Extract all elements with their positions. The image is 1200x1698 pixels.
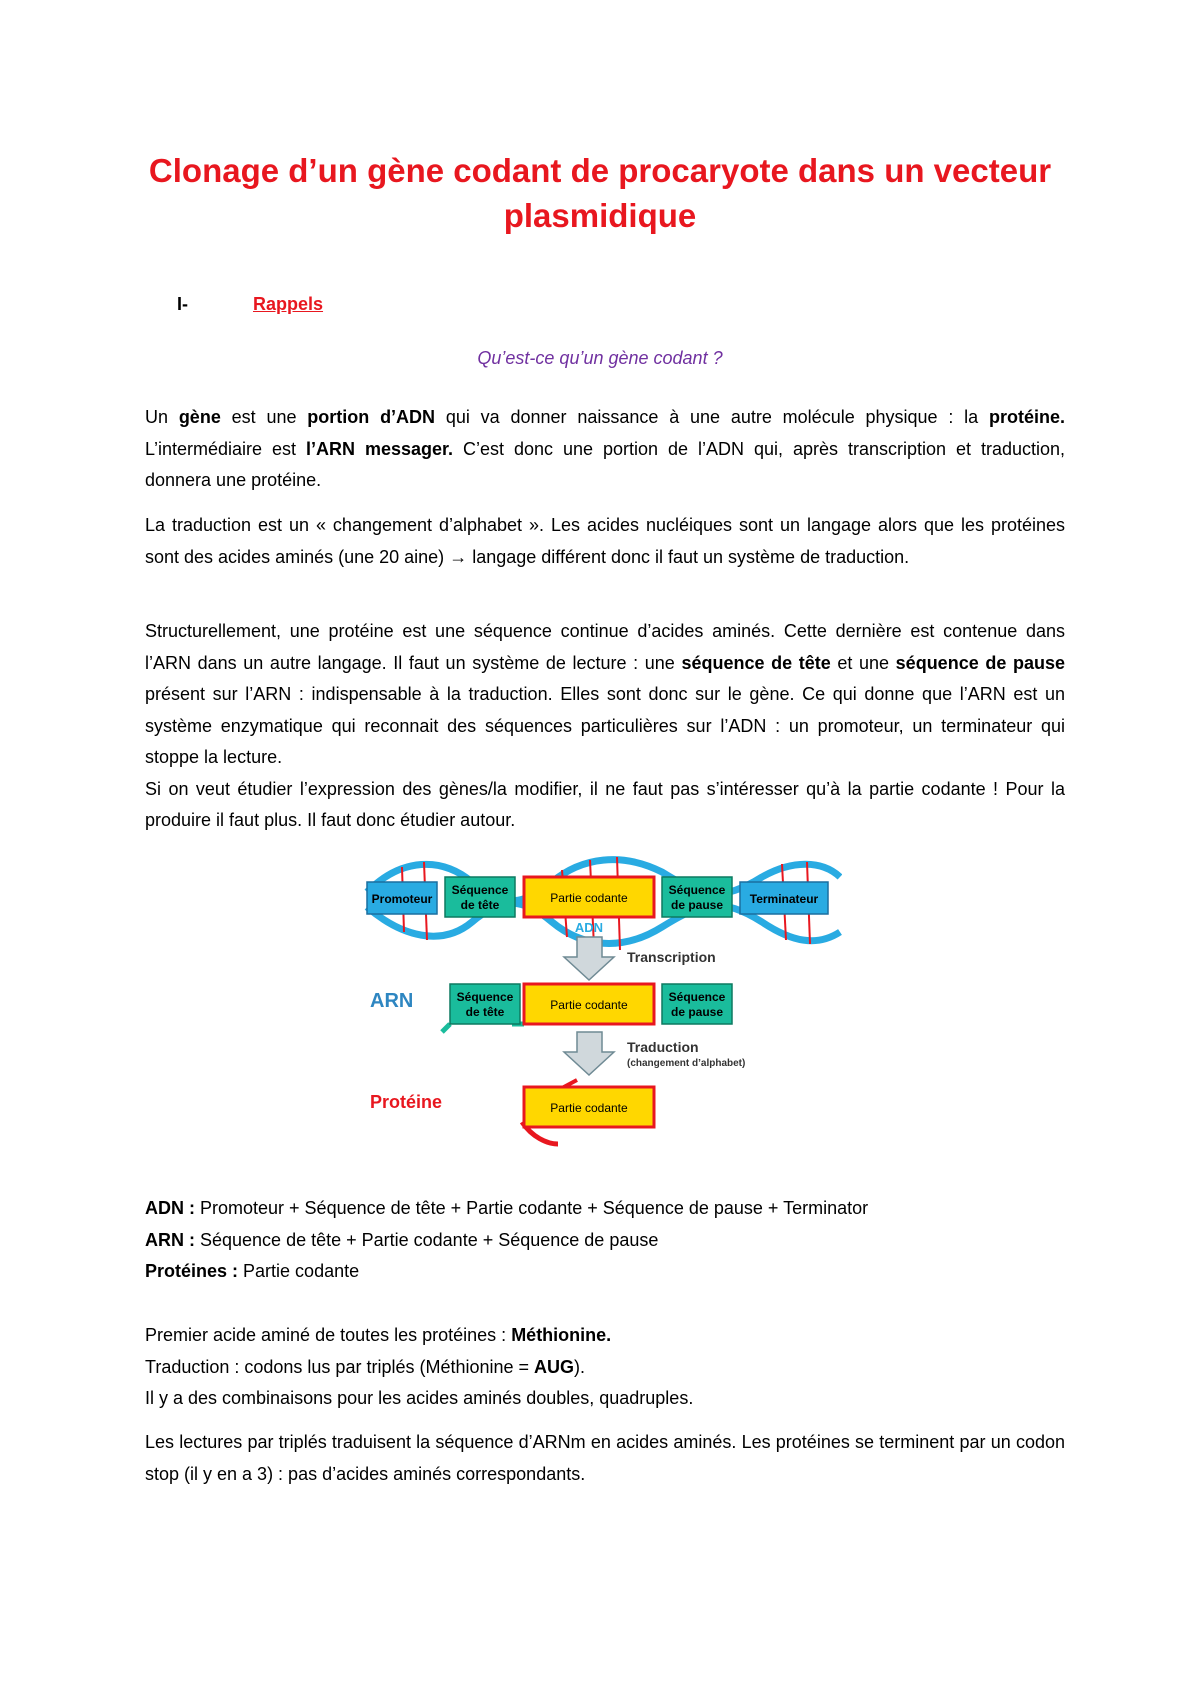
bold-span: AUG — [534, 1356, 575, 1377]
adn-seq-tete-label-2: de tête — [460, 898, 500, 912]
bold-span: gène — [178, 407, 221, 427]
summary-prot-text: Partie codante — [238, 1261, 360, 1281]
bold-span: séquence de pause — [895, 652, 1065, 673]
arn-label: ARN — [370, 990, 414, 1012]
summary-arn-text: Séquence de tête + Partie codante + Séquence de pause — [195, 1229, 659, 1250]
summary-prot-label: Protéines : — [145, 1261, 239, 1281]
proteine-partie-codante-label: Partie codante — [550, 1101, 628, 1115]
text-span: est une — [220, 407, 308, 427]
section-label: Rappels — [253, 294, 324, 314]
facts-block — [145, 1320, 1065, 1415]
adn-label: ADN — [574, 920, 604, 935]
text-span: Un — [145, 407, 179, 427]
bold-span: l’ARN messager. — [306, 438, 454, 459]
paragraph-1 — [145, 402, 1065, 497]
text-span: qui va donner naissance à une autre molécule physique : la — [435, 407, 989, 427]
paragraph-last — [145, 1427, 1065, 1490]
text-span: Traduction : codons lus par triplés (Méthionine = — [145, 1356, 535, 1377]
text-span: Il y a des combinaisons pour les acides aminés doubles, quadruples. — [145, 1388, 694, 1408]
summary-adn-label: ADN : — [145, 1198, 195, 1218]
title-line-1: Clonage d’un gène codant de procaryote dans un vecteur — [148, 152, 1052, 189]
text-span: et une — [830, 652, 896, 673]
text-span: ). — [574, 1356, 586, 1377]
summary-adn-text: Promoteur + Séquence de tête + Partie codante + Séquence de pause + Terminator — [195, 1198, 869, 1218]
adn-terminateur-label: Terminateur — [749, 892, 819, 906]
adn-partie-codante-label: Partie codante — [550, 891, 628, 905]
arn-seq-tete-label-2: de tête — [465, 1005, 505, 1019]
adn-seq-pause-label-1: Séquence — [668, 883, 726, 897]
title-line-2: plasmidique — [503, 197, 697, 234]
arn-partie-codante-label: Partie codante — [550, 998, 628, 1012]
adn-seq-tete-label-1: Séquence — [451, 883, 509, 897]
bold-span: séquence de tête — [681, 652, 831, 673]
transcription-label: Transcription — [627, 949, 716, 965]
arn-seq-pause-label-2: de pause — [670, 1005, 724, 1019]
text-span: C’est donc une portion de l’ADN qui, après transcription et traduction, donnera une protéine. — [145, 438, 1066, 490]
adn-promoteur-label: Promoteur — [371, 892, 433, 906]
adn-seq-pause-label-2: de pause — [670, 898, 724, 912]
traduction-sub-label: (changement d’alphabet) — [627, 1058, 746, 1069]
arrow-icon: → — [449, 546, 468, 567]
text-span: présent sur l’ARN : indispensable à la traduction. Elles sont donc sur le gène. Ce qui donne que l’ARN est un système enzymatique qui reconnait des séquences particulières sur l’ADN : un promoteur, un terminateur qui stoppe la lecture. — [145, 684, 1065, 767]
traduction-label: Traduction — [627, 1039, 699, 1055]
subtitle: Qu’est-ce qu’un gène codant ? — [477, 348, 723, 368]
summary-block — [145, 1193, 1065, 1288]
text-span: Structurellement, une protéine est une séquence continue d’acides aminés. Cette dernière est contenue dans l’ARN dans un autre langage. Il faut un système de lecture : une — [145, 621, 1065, 673]
traduction-arrow-icon — [564, 1032, 614, 1075]
paragraph-3 — [145, 616, 1065, 837]
text-span: Premier acide aminé de toutes les protéines : — [145, 1325, 512, 1345]
document-title — [100, 148, 1100, 238]
bold-span: protéine. — [988, 407, 1065, 427]
text-span: Si on veut étudier l’expression des gènes/la modifier, il ne faut pas s’intéresser qu’à la partie codante ! Pour la produire il faut plus. Il faut donc étudier autour. — [145, 778, 1065, 830]
arn-seq-pause-label-1: Séquence — [668, 990, 726, 1004]
text-span: L’intermédiaire est — [145, 438, 307, 459]
arn-strand — [442, 1024, 450, 1032]
arn-seq-tete-label-1: Séquence — [456, 990, 514, 1004]
last-paragraph-text: Les lectures par triplés traduisent la séquence d’ARNm en acides aminés. Les protéines se terminent par un codon stop (il y en a 3) : pas d’acides aminés correspondants. — [145, 1432, 1065, 1484]
paragraph-2 — [145, 510, 1065, 573]
bold-span: Méthionine. — [511, 1325, 612, 1345]
section-heading — [177, 294, 323, 315]
proteine-label: Protéine — [370, 1092, 443, 1112]
text-span: La traduction est un « changement d’alphabet ». Les acides nucléiques sont un langage alors que les protéines sont des acides aminés (une 20 aine) — [145, 515, 1065, 567]
text-span: langage différent donc il faut un système de traduction. — [467, 546, 910, 567]
section-number: I- — [177, 294, 188, 314]
summary-arn-label: ARN : — [145, 1229, 195, 1250]
gene-expression-diagram — [362, 852, 842, 1152]
bold-span: portion d’ADN — [307, 407, 436, 427]
